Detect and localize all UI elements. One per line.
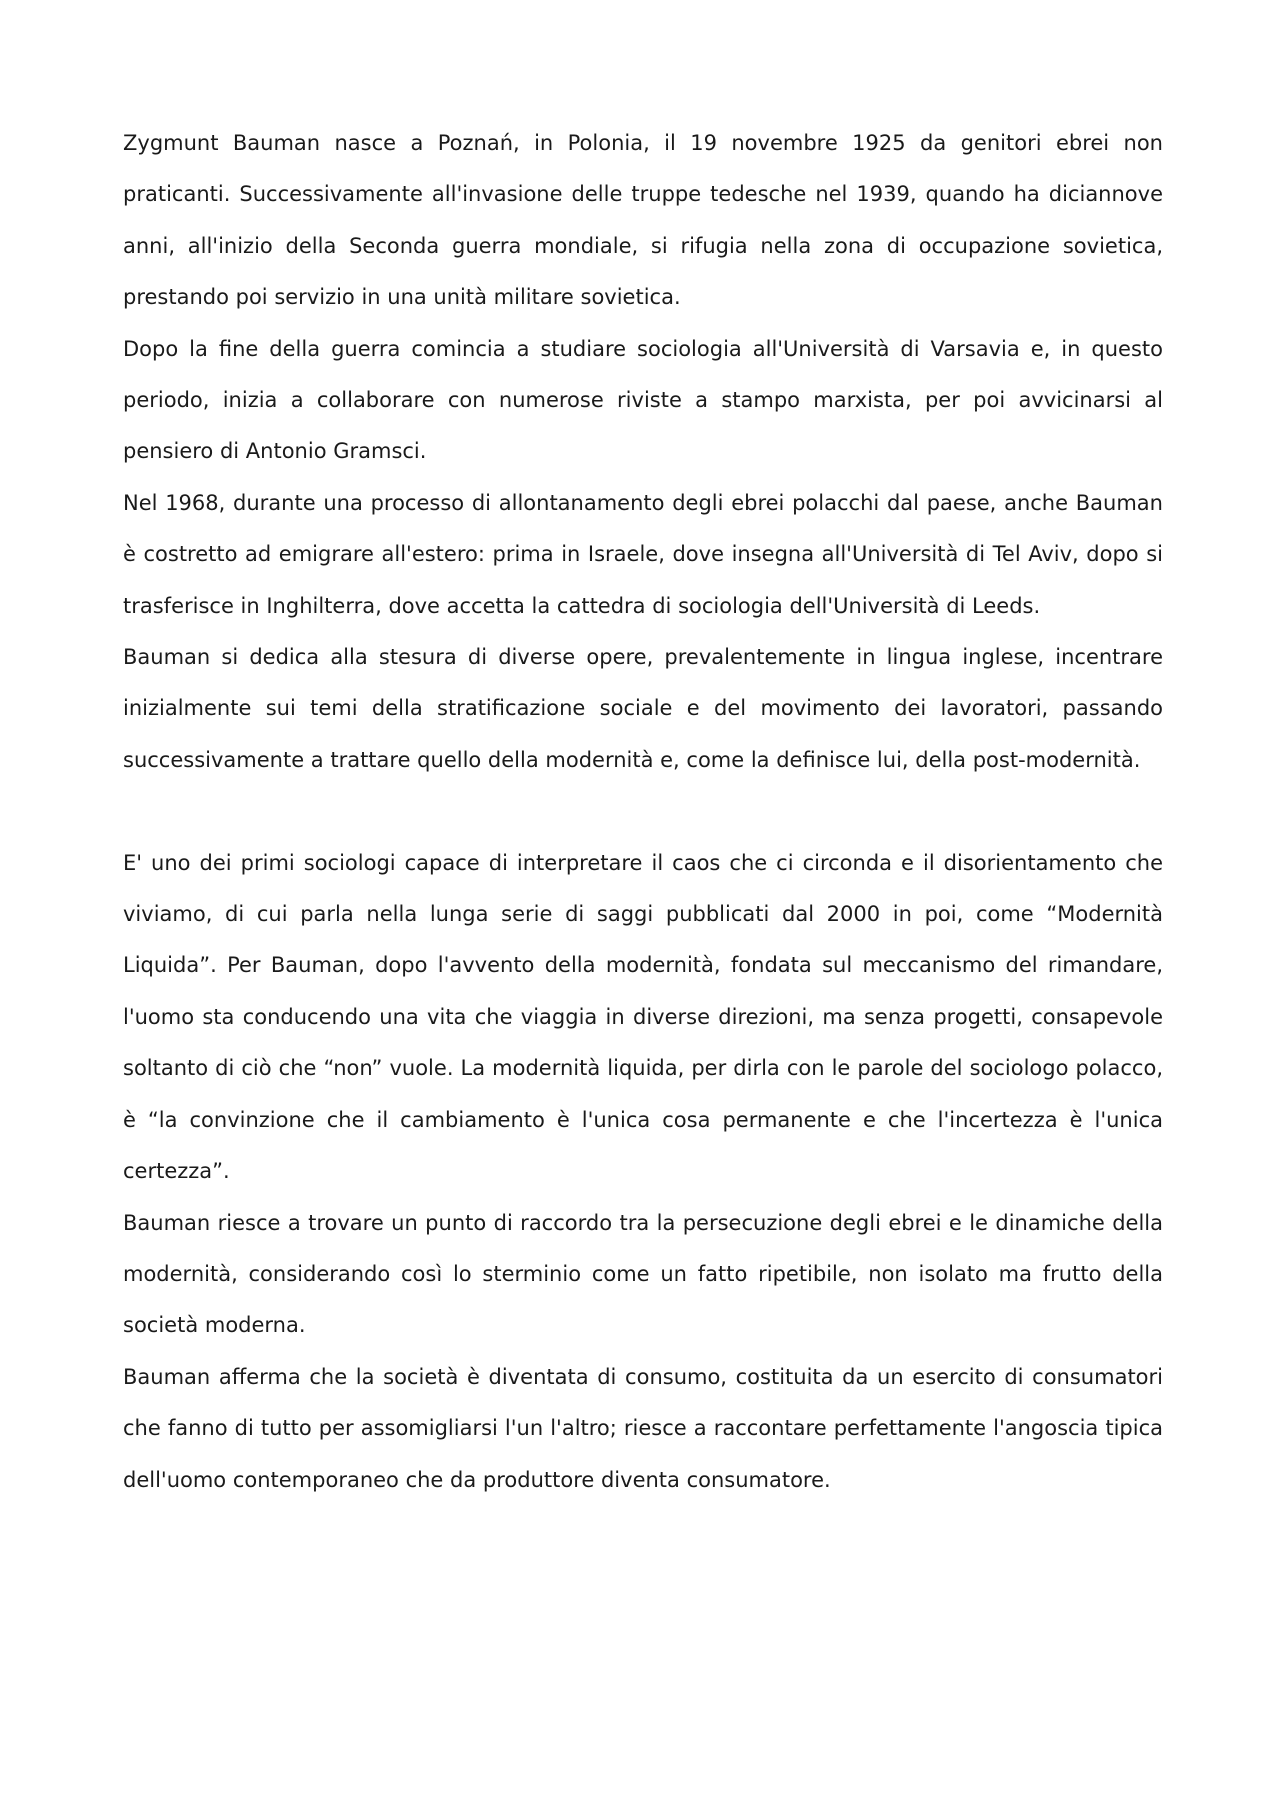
document-body xyxy=(123,118,1163,1506)
paragraph-consumer-society: Bauman afferma che la società è diventata di consumo, costituita da un esercito di consumatori che fanno di tutto per assomigliarsi l'un l'altro; riesce a raccontare perfettamente l'angoscia tipica dell'uomo contemporaneo che da produttore diventa consumatore. xyxy=(123,1364,1163,1492)
paragraph-spacer xyxy=(123,786,1163,837)
paragraph-studies: Dopo la fine della guerra comincia a studiare sociologia all'Università di Varsavia e, in questo periodo, inizia a collaborare con numerose riviste a stampo marxista, per poi avvicinarsi al pensiero di Antonio Gramsci. xyxy=(123,336,1163,464)
paragraph-persecution: Bauman riesce a trovare un punto di raccordo tra la persecuzione degli ebrei e le dinamiche della modernità, considerando così lo sterminio come un fatto ripetibile, non isolato ma frutto della società moderna. xyxy=(123,1210,1163,1338)
paragraph-emigration: Nel 1968, durante una processo di allontanamento degli ebrei polacchi dal paese, anche Bauman è costretto ad emigrare all'estero: prima in Israele, dove insegna all'Università di Tel Aviv, dopo si trasferisce in Inghilterra, dove accetta la cattedra di sociologia dell'Università di Leeds. xyxy=(123,490,1163,618)
paragraph-works: Bauman si dedica alla stesura di diverse opere, prevalentemente in lingua inglese, incentrare inizialmente sui temi della stratificazione sociale e del movimento dei lavoratori, passando successivamente a trattare quello della modernità e, come la definisce lui, della post-modernità. xyxy=(123,645,1163,772)
paragraph-liquid-modernity: E' uno dei primi sociologi capace di interpretare il caos che ci circonda e il disorientamento che viviamo, di cui parla nella lunga serie di saggi pubblicati dal 2000 in poi, come “Modernità Liquida”. Per Bauman, dopo l'avvento della modernità, fondata sul meccanismo del rimandare, l'uomo sta conducendo una vita che viaggia in diverse direzioni, ma senza progetti, consapevole soltanto di ciò che “non” vuole. La modernità liquida, per dirla con le parole del sociologo polacco, è “la convinzione che il cambiamento è l'unica cosa permanente e che l'incertezza è l'unica certezza”. xyxy=(123,850,1163,1184)
paragraph-birth: Zygmunt Bauman nasce a Poznań, in Polonia, il 19 novembre 1925 da genitori ebrei non praticanti. Successivamente all'invasione delle truppe tedesche nel 1939, quando ha diciannove anni, all'inizio della Seconda guerra mondiale, si rifugia nella zona di occupazione sovietica, prestando poi servizio in una unità militare sovietica. xyxy=(123,131,1163,310)
